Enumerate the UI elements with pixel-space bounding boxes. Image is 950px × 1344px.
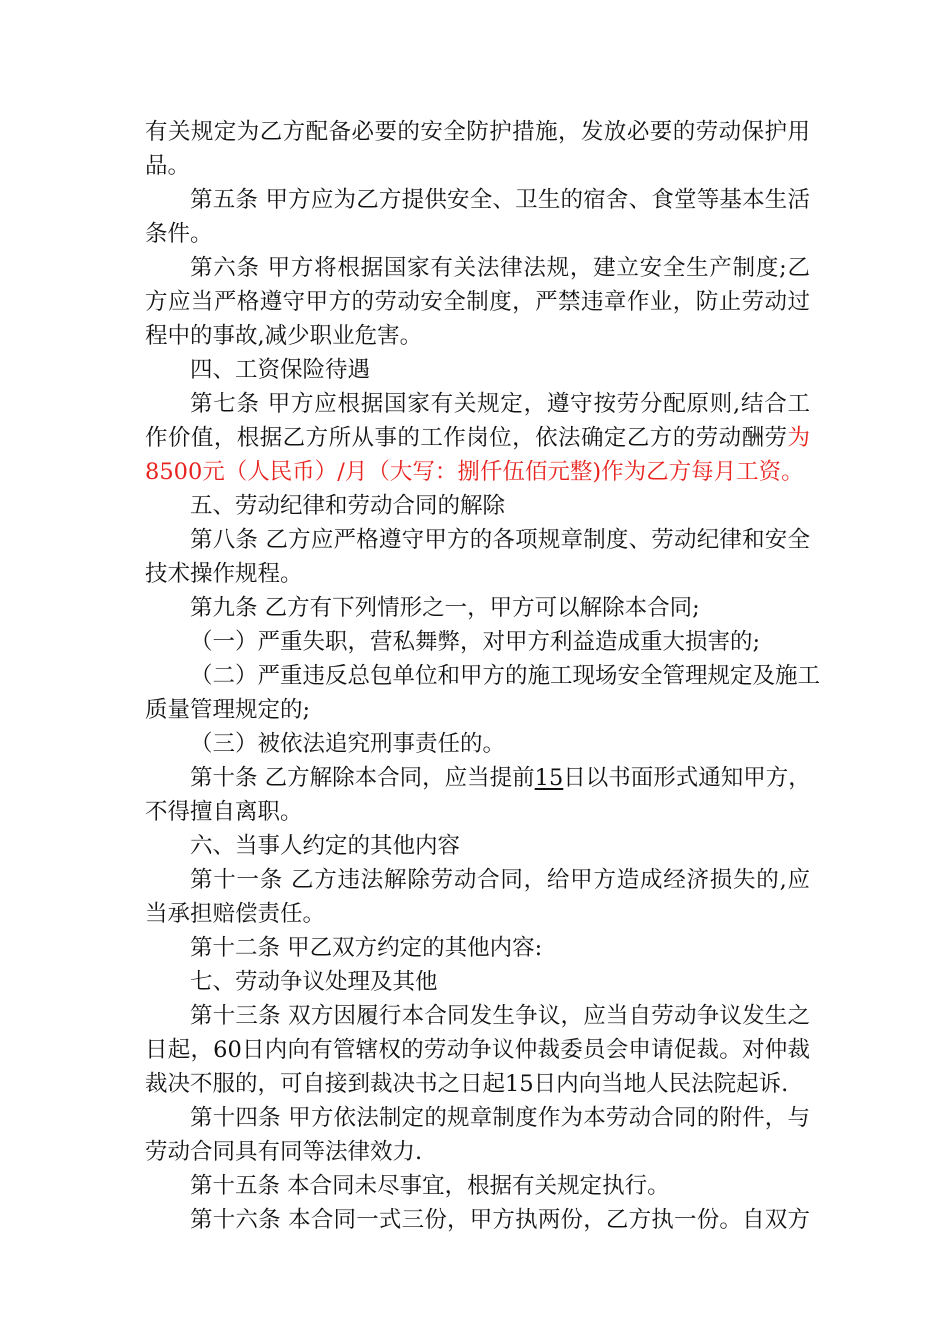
text-line: 当承担赔偿责任。 [145, 901, 326, 927]
text-line: 日起，60日内向有管辖权的劳动争议仲裁委员会申请促裁。对仲裁 [145, 1037, 810, 1063]
salary-amount-line: 8500元（人民币）/月（大写：捌仟伍佰元整)作为乙方每月工资。 [145, 459, 804, 485]
text-line: 质量管理规定的; [145, 697, 311, 723]
text-segment: 第十条 乙方解除本合同，应当提前 [190, 765, 535, 791]
article-5: 第五条 甲方应为乙方提供安全、卫生的宿舍、食堂等基本生活 [190, 187, 810, 213]
article-7: 第七条 甲方应根据国家有关规定，遵守按劳分配原则,结合工 [190, 391, 810, 417]
article-6: 第六条 甲方将根据国家有关法律法规，建立安全生产制度;乙 [190, 255, 810, 281]
contract-page [145, 115, 821, 1237]
salary-highlight: 为 [787, 425, 810, 451]
text-line: 程中的事故,减少职业危害。 [145, 323, 423, 349]
text-line: 不得擅自离职。 [145, 799, 303, 825]
text-segment: 作价值，根据乙方所从事的工作岗位，依法确定乙方的劳动酬劳 [145, 425, 788, 451]
section-heading-disputes: 七、劳动争议处理及其他 [190, 969, 438, 995]
text-line [145, 421, 810, 455]
article-13: 第十三条 双方因履行本合同发生争议，应当自劳动争议发生之 [190, 1003, 810, 1029]
text-line: 条件。 [145, 221, 213, 247]
article-16: 第十六条 本合同一式三份，甲方执两份，乙方执一份。自双方 [190, 1207, 810, 1233]
section-heading-other: 六、当事人约定的其他内容 [190, 833, 461, 859]
clause-1: （一）严重失职，营私舞弊，对甲方利益造成重大损害的; [190, 629, 761, 655]
article-12: 第十二条 甲乙双方约定的其他内容: [190, 935, 543, 961]
text-line: 方应当严格遵守甲方的劳动安全制度，严禁违章作业，防止劳动过 [145, 289, 810, 315]
section-heading-wages: 四、工资保险待遇 [190, 357, 371, 383]
notice-days: 15 [534, 765, 564, 791]
article-11: 第十一条 乙方违法解除劳动合同，给甲方造成经济损失的,应 [190, 867, 810, 893]
clause-3: （三）被依法追究刑事责任的。 [190, 731, 506, 757]
article-9: 第九条 乙方有下列情形之一，甲方可以解除本合同; [190, 595, 700, 621]
text-line: 劳动合同具有同等法律效力. [145, 1139, 423, 1165]
article-15: 第十五条 本合同未尽事宜，根据有关规定执行。 [190, 1173, 670, 1199]
text-line: 技术操作规程。 [145, 561, 303, 587]
section-heading-discipline: 五、劳动纪律和劳动合同的解除 [190, 493, 506, 519]
article-8: 第八条 乙方应严格遵守甲方的各项规章制度、劳动纪律和安全 [190, 527, 810, 553]
text-segment: 日以书面形式通知甲方， [563, 765, 811, 791]
text-line: 裁决不服的，可自接到裁决书之日起15日内向当地人民法院起诉. [145, 1071, 789, 1097]
text-line: 有关规定为乙方配备必要的安全防护措施，发放必要的劳动保护用 [145, 119, 810, 145]
article-10 [145, 761, 810, 795]
clause-2: （二）严重违反总包单位和甲方的施工现场安全管理规定及施工 [190, 663, 821, 689]
text-line: 品。 [145, 153, 191, 179]
article-14: 第十四条 甲方依法制定的规章制度作为本劳动合同的附件，与 [190, 1105, 810, 1131]
